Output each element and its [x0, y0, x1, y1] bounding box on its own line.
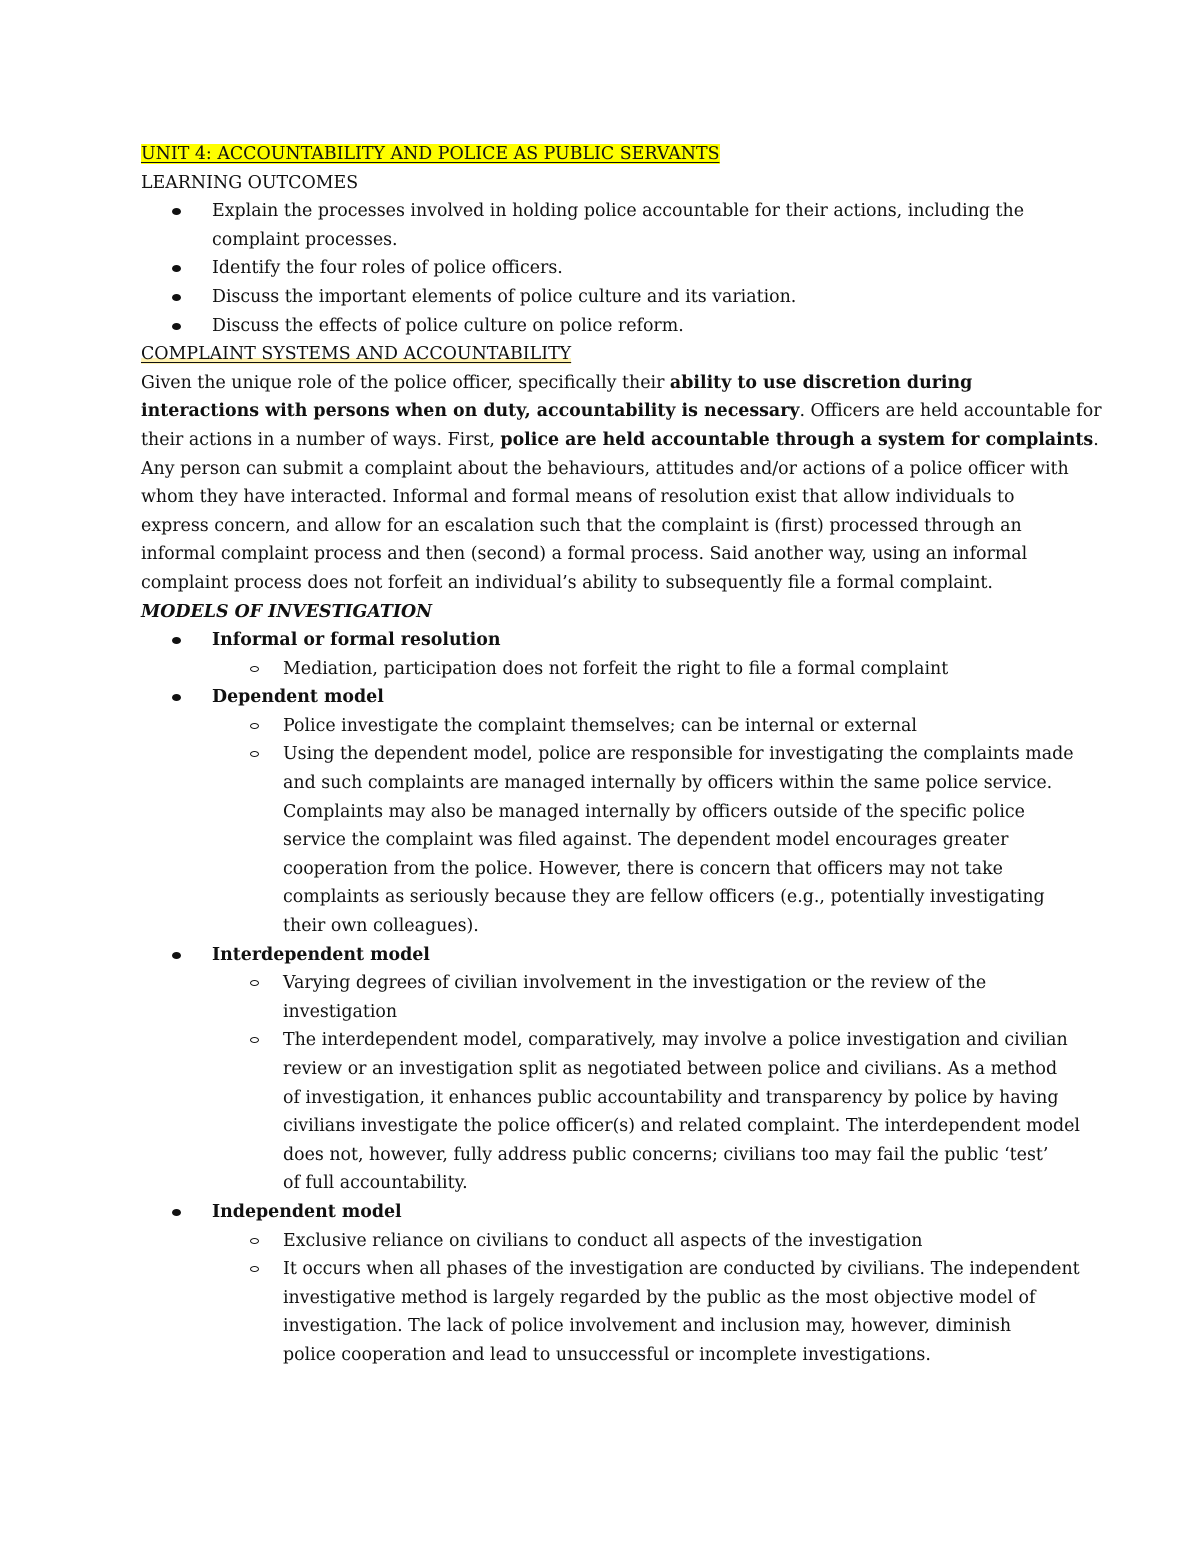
circle-bullet-icon — [250, 980, 259, 986]
circle-bullet-icon — [250, 751, 259, 757]
paragraph-line: Any person can submit a complaint about the behaviours, attitudes and/or actions of a police officer with — [141, 458, 1069, 479]
bullet-icon — [172, 323, 181, 330]
list-item — [212, 1198, 1080, 1370]
bullet-icon — [172, 265, 181, 272]
sub-item-text: service the complaint was filed against. The dependent model encourages greater — [283, 830, 1009, 851]
outcome-text: Discuss the important elements of police culture and its variation. — [212, 286, 797, 307]
text-run: . — [1093, 429, 1099, 450]
sub-item-text: It occurs when all phases of the investigation are conducted by civilians. The independent — [283, 1259, 1080, 1280]
sub-list-item — [283, 740, 1074, 940]
models-list — [141, 626, 1080, 1369]
sub-list-item — [283, 712, 1071, 741]
model-title: Interdependent model — [212, 944, 430, 965]
model-title: Independent model — [212, 1201, 402, 1222]
list-item — [212, 941, 1080, 1198]
paragraph-line — [141, 369, 1071, 398]
sub-list — [212, 1227, 1080, 1370]
sub-item-text: of investigation, it enhances public accountability and transparency by police by having — [283, 1087, 1059, 1108]
document-page — [141, 140, 1102, 1370]
circle-bullet-icon — [250, 1238, 259, 1244]
outcome-text: Discuss the effects of police culture on police reform. — [212, 315, 684, 336]
sub-list — [212, 969, 1080, 1198]
sub-item-text: complaints as seriously because they are fellow officers (e.g., potentially investigating — [283, 887, 1045, 908]
bullet-icon — [172, 208, 181, 215]
paragraph-line: complaint process does not forfeit an individual’s ability to subsequently file a formal complaint. — [141, 572, 993, 593]
bold-run: police are held accountable through a system for complaints — [500, 429, 1094, 450]
model-title: Dependent model — [212, 687, 384, 708]
sub-item-text: does not, however, fully address public concerns; civilians too may fail the public ‘test’ — [283, 1144, 1049, 1165]
bold-run: interactions with persons when on duty, accountability is necessary — [141, 401, 800, 422]
outcome-text: Explain the processes involved in holding police accountable for their actions, including the — [212, 201, 1024, 222]
sub-item-text: Police investigate the complaint themselves; can be internal or external — [283, 715, 917, 736]
sub-item-text: review or an investigation split as negotiated between police and civilians. As a method — [283, 1059, 1058, 1079]
sub-item-text: and such complaints are managed internally by officers within the same police service. — [283, 773, 1053, 794]
sub-list — [212, 712, 1074, 941]
sub-item-text: Exclusive reliance on civilians to conduct all aspects of the investigation — [283, 1230, 923, 1251]
sub-list-item — [283, 1026, 1080, 1198]
sub-item-text: Mediation, participation does not forfeit the right to file a formal complaint — [283, 658, 949, 679]
sub-item-text: cooperation from the police. However, there is concern that officers may not take — [283, 858, 1003, 879]
models-heading: MODELS OF INVESTIGATION — [141, 601, 433, 622]
text-run: their actions in a number of ways. First, — [141, 429, 501, 450]
complaints-heading: COMPLAINT SYSTEMS AND ACCOUNTABILITY — [141, 344, 572, 365]
unit-title-line — [141, 140, 1071, 169]
bullet-icon — [172, 952, 181, 959]
sub-item-text: The interdependent model, comparatively, may involve a police investigation and civilian — [283, 1030, 1068, 1051]
list-item — [212, 683, 1074, 940]
sub-item-text: their own colleagues). — [283, 916, 479, 937]
sub-list-item — [283, 969, 1071, 1026]
text-run: . Officers are held accountable for — [799, 401, 1102, 422]
list-item — [212, 254, 1071, 283]
list-item — [212, 197, 1071, 254]
text-run: Given the unique role of the police officer, specifically their — [141, 372, 670, 393]
paragraph-line: express concern, and allow for an escalation such that the complaint is (first) processed through an — [141, 515, 1022, 536]
complaints-paragraph — [141, 369, 1102, 598]
unit-title: UNIT 4: ACCOUNTABILITY AND POLICE AS PUBLIC SERVANTS — [141, 144, 720, 164]
paragraph-line: informal complaint process and then (second) a formal process. Said another way, using an informal — [141, 544, 1028, 565]
sub-list-item — [283, 1227, 1071, 1256]
sub-item-text: Complaints may also be managed internally by officers outside of the specific police — [283, 801, 1025, 822]
model-title: Informal or formal resolution — [212, 630, 501, 651]
bullet-icon — [172, 1209, 181, 1216]
complaints-heading-line — [141, 340, 1071, 369]
sub-item-text: investigation. The lack of police involvement and inclusion may, however, diminish — [283, 1316, 1012, 1337]
sub-list — [212, 655, 1071, 684]
list-item — [212, 312, 1071, 341]
circle-bullet-icon — [250, 1266, 259, 1272]
sub-item-text: civilians investigate the police officer(s) and related complaint. The interdependent model — [283, 1116, 1080, 1137]
list-item — [212, 626, 1071, 683]
learning-outcomes-heading: LEARNING OUTCOMES — [141, 172, 359, 193]
bullet-icon — [172, 294, 181, 301]
circle-bullet-icon — [250, 723, 259, 729]
circle-bullet-icon — [250, 1037, 259, 1043]
sub-item-text: Using the dependent model, police are responsible for investigating the complaints made — [283, 744, 1074, 765]
paragraph-line — [141, 426, 1099, 455]
paragraph-line: whom they have interacted. Informal and formal means of resolution exist that allow individuals to — [141, 487, 1015, 508]
sub-item-text: investigative method is largely regarded by the public as the most objective model of — [283, 1287, 1036, 1308]
bullet-icon — [172, 694, 181, 701]
circle-bullet-icon — [250, 666, 259, 672]
list-item — [212, 283, 1071, 312]
sub-list-item — [283, 655, 1071, 684]
bold-run: ability to use discretion during — [669, 372, 973, 393]
sub-list-item — [283, 1255, 1080, 1369]
sub-item-text: investigation — [283, 1001, 398, 1022]
outcome-text: complaint processes. — [212, 229, 398, 250]
learning-outcomes-list — [141, 197, 1071, 340]
bullet-icon — [172, 637, 181, 644]
paragraph-line — [141, 397, 1102, 426]
sub-item-text: Varying degrees of civilian involvement in the investigation or the review of the — [283, 973, 987, 994]
sub-item-text: of full accountability. — [283, 1173, 468, 1194]
sub-item-text: police cooperation and lead to unsuccessful or incomplete investigations. — [283, 1344, 931, 1365]
outcome-text: Identify the four roles of police officers. — [212, 258, 563, 279]
